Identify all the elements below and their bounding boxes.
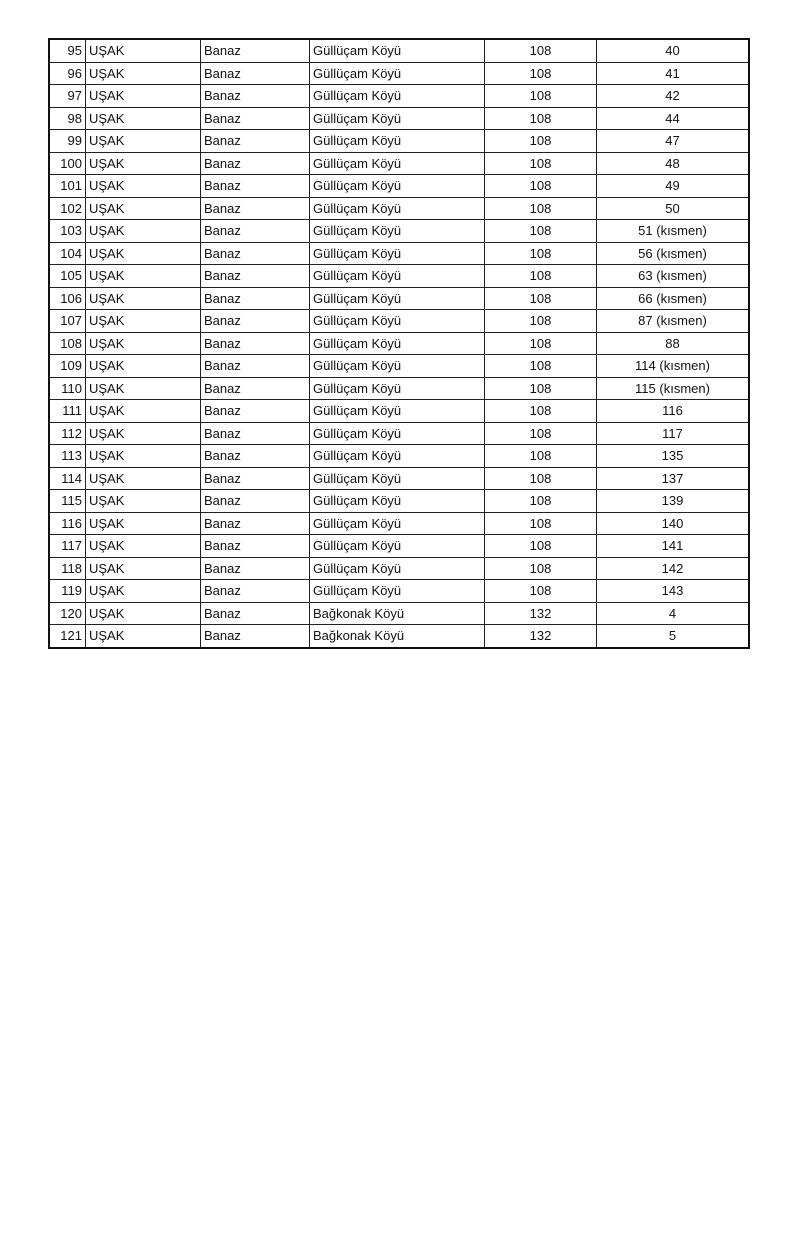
- parcel-cell: 5: [597, 625, 750, 648]
- district-cell: Banaz: [201, 242, 310, 265]
- row-number-cell: 104: [49, 242, 86, 265]
- block-cell: 108: [485, 85, 597, 108]
- village-cell: Güllüçam Köyü: [310, 535, 485, 558]
- district-cell: Banaz: [201, 220, 310, 243]
- table-row: [49, 445, 749, 468]
- district-cell: Banaz: [201, 107, 310, 130]
- district-cell: Banaz: [201, 490, 310, 513]
- row-number-cell: 121: [49, 625, 86, 648]
- table-row: [49, 265, 749, 288]
- row-number-cell: 105: [49, 265, 86, 288]
- province-cell: UŞAK: [86, 175, 201, 198]
- village-cell: Güllüçam Köyü: [310, 580, 485, 603]
- district-cell: Banaz: [201, 467, 310, 490]
- block-cell: 108: [485, 490, 597, 513]
- row-number-cell: 113: [49, 445, 86, 468]
- row-number-cell: 111: [49, 400, 86, 423]
- parcel-cell: 63 (kısmen): [597, 265, 750, 288]
- province-cell: UŞAK: [86, 265, 201, 288]
- village-cell: Güllüçam Köyü: [310, 332, 485, 355]
- province-cell: UŞAK: [86, 220, 201, 243]
- parcel-cell: 41: [597, 62, 750, 85]
- block-cell: 108: [485, 535, 597, 558]
- table-row: [49, 400, 749, 423]
- district-cell: Banaz: [201, 310, 310, 333]
- province-cell: UŞAK: [86, 490, 201, 513]
- row-number-cell: 115: [49, 490, 86, 513]
- table-row: [49, 62, 749, 85]
- parcel-cell: 56 (kısmen): [597, 242, 750, 265]
- district-cell: Banaz: [201, 197, 310, 220]
- block-cell: 108: [485, 152, 597, 175]
- parcel-table-body: [49, 39, 749, 648]
- row-number-cell: 100: [49, 152, 86, 175]
- table-row: [49, 422, 749, 445]
- district-cell: Banaz: [201, 377, 310, 400]
- table-row: [49, 355, 749, 378]
- table-row: [49, 580, 749, 603]
- row-number-cell: 99: [49, 130, 86, 153]
- province-cell: UŞAK: [86, 197, 201, 220]
- parcel-table: [48, 38, 750, 649]
- village-cell: Güllüçam Köyü: [310, 512, 485, 535]
- table-row: [49, 310, 749, 333]
- row-number-cell: 101: [49, 175, 86, 198]
- row-number-cell: 114: [49, 467, 86, 490]
- block-cell: 108: [485, 467, 597, 490]
- block-cell: 108: [485, 332, 597, 355]
- block-cell: 108: [485, 242, 597, 265]
- parcel-cell: 51 (kısmen): [597, 220, 750, 243]
- district-cell: Banaz: [201, 130, 310, 153]
- village-cell: Güllüçam Köyü: [310, 467, 485, 490]
- parcel-cell: 135: [597, 445, 750, 468]
- parcel-cell: 87 (kısmen): [597, 310, 750, 333]
- province-cell: UŞAK: [86, 400, 201, 423]
- block-cell: 108: [485, 422, 597, 445]
- block-cell: 108: [485, 310, 597, 333]
- parcel-cell: 88: [597, 332, 750, 355]
- parcel-cell: 141: [597, 535, 750, 558]
- row-number-cell: 119: [49, 580, 86, 603]
- village-cell: Güllüçam Köyü: [310, 85, 485, 108]
- parcel-cell: 49: [597, 175, 750, 198]
- table-row: [49, 332, 749, 355]
- district-cell: Banaz: [201, 445, 310, 468]
- district-cell: Banaz: [201, 580, 310, 603]
- block-cell: 108: [485, 512, 597, 535]
- district-cell: Banaz: [201, 625, 310, 648]
- parcel-cell: 47: [597, 130, 750, 153]
- block-cell: 108: [485, 287, 597, 310]
- district-cell: Banaz: [201, 62, 310, 85]
- row-number-cell: 96: [49, 62, 86, 85]
- village-cell: Güllüçam Köyü: [310, 400, 485, 423]
- district-cell: Banaz: [201, 332, 310, 355]
- row-number-cell: 97: [49, 85, 86, 108]
- block-cell: 108: [485, 580, 597, 603]
- village-cell: Güllüçam Köyü: [310, 445, 485, 468]
- block-cell: 132: [485, 625, 597, 648]
- province-cell: UŞAK: [86, 602, 201, 625]
- village-cell: Güllüçam Köyü: [310, 265, 485, 288]
- block-cell: 132: [485, 602, 597, 625]
- district-cell: Banaz: [201, 557, 310, 580]
- block-cell: 108: [485, 355, 597, 378]
- row-number-cell: 102: [49, 197, 86, 220]
- district-cell: Banaz: [201, 265, 310, 288]
- district-cell: Banaz: [201, 422, 310, 445]
- province-cell: UŞAK: [86, 557, 201, 580]
- table-row: [49, 107, 749, 130]
- parcel-cell: 116: [597, 400, 750, 423]
- table-row: [49, 467, 749, 490]
- table-row: [49, 39, 749, 62]
- row-number-cell: 108: [49, 332, 86, 355]
- province-cell: UŞAK: [86, 310, 201, 333]
- province-cell: UŞAK: [86, 85, 201, 108]
- row-number-cell: 107: [49, 310, 86, 333]
- district-cell: Banaz: [201, 152, 310, 175]
- province-cell: UŞAK: [86, 422, 201, 445]
- table-row: [49, 377, 749, 400]
- block-cell: 108: [485, 107, 597, 130]
- parcel-cell: 137: [597, 467, 750, 490]
- village-cell: Güllüçam Köyü: [310, 490, 485, 513]
- table-row: [49, 85, 749, 108]
- province-cell: UŞAK: [86, 512, 201, 535]
- row-number-cell: 98: [49, 107, 86, 130]
- table-row: [49, 535, 749, 558]
- province-cell: UŞAK: [86, 62, 201, 85]
- table-row: [49, 490, 749, 513]
- parcel-cell: 4: [597, 602, 750, 625]
- row-number-cell: 118: [49, 557, 86, 580]
- block-cell: 108: [485, 265, 597, 288]
- table-row: [49, 130, 749, 153]
- district-cell: Banaz: [201, 175, 310, 198]
- table-row: [49, 175, 749, 198]
- district-cell: Banaz: [201, 355, 310, 378]
- block-cell: 108: [485, 220, 597, 243]
- village-cell: Güllüçam Köyü: [310, 107, 485, 130]
- parcel-cell: 50: [597, 197, 750, 220]
- parcel-cell: 44: [597, 107, 750, 130]
- row-number-cell: 112: [49, 422, 86, 445]
- block-cell: 108: [485, 130, 597, 153]
- parcel-cell: 142: [597, 557, 750, 580]
- block-cell: 108: [485, 557, 597, 580]
- table-row: [49, 512, 749, 535]
- parcel-cell: 114 (kısmen): [597, 355, 750, 378]
- row-number-cell: 106: [49, 287, 86, 310]
- block-cell: 108: [485, 62, 597, 85]
- province-cell: UŞAK: [86, 107, 201, 130]
- block-cell: 108: [485, 377, 597, 400]
- province-cell: UŞAK: [86, 377, 201, 400]
- row-number-cell: 109: [49, 355, 86, 378]
- village-cell: Güllüçam Köyü: [310, 39, 485, 62]
- block-cell: 108: [485, 197, 597, 220]
- block-cell: 108: [485, 400, 597, 423]
- province-cell: UŞAK: [86, 625, 201, 648]
- village-cell: Güllüçam Köyü: [310, 377, 485, 400]
- village-cell: Güllüçam Köyü: [310, 310, 485, 333]
- parcel-cell: 40: [597, 39, 750, 62]
- parcel-cell: 115 (kısmen): [597, 377, 750, 400]
- table-row: [49, 152, 749, 175]
- table-row: [49, 602, 749, 625]
- block-cell: 108: [485, 39, 597, 62]
- block-cell: 108: [485, 175, 597, 198]
- district-cell: Banaz: [201, 512, 310, 535]
- district-cell: Banaz: [201, 287, 310, 310]
- table-row: [49, 625, 749, 648]
- district-cell: Banaz: [201, 602, 310, 625]
- province-cell: UŞAK: [86, 152, 201, 175]
- village-cell: Güllüçam Köyü: [310, 197, 485, 220]
- row-number-cell: 116: [49, 512, 86, 535]
- table-row: [49, 242, 749, 265]
- table-row: [49, 197, 749, 220]
- village-cell: Güllüçam Köyü: [310, 175, 485, 198]
- province-cell: UŞAK: [86, 332, 201, 355]
- table-row: [49, 287, 749, 310]
- village-cell: Güllüçam Köyü: [310, 62, 485, 85]
- district-cell: Banaz: [201, 39, 310, 62]
- row-number-cell: 95: [49, 39, 86, 62]
- village-cell: Güllüçam Köyü: [310, 242, 485, 265]
- parcel-cell: 66 (kısmen): [597, 287, 750, 310]
- village-cell: Güllüçam Köyü: [310, 287, 485, 310]
- row-number-cell: 103: [49, 220, 86, 243]
- table-row: [49, 557, 749, 580]
- province-cell: UŞAK: [86, 39, 201, 62]
- parcel-cell: 139: [597, 490, 750, 513]
- province-cell: UŞAK: [86, 467, 201, 490]
- parcel-cell: 48: [597, 152, 750, 175]
- parcel-cell: 140: [597, 512, 750, 535]
- province-cell: UŞAK: [86, 580, 201, 603]
- province-cell: UŞAK: [86, 242, 201, 265]
- village-cell: Güllüçam Köyü: [310, 152, 485, 175]
- parcel-cell: 42: [597, 85, 750, 108]
- district-cell: Banaz: [201, 85, 310, 108]
- province-cell: UŞAK: [86, 287, 201, 310]
- block-cell: 108: [485, 445, 597, 468]
- village-cell: Güllüçam Köyü: [310, 355, 485, 378]
- province-cell: UŞAK: [86, 535, 201, 558]
- district-cell: Banaz: [201, 400, 310, 423]
- province-cell: UŞAK: [86, 130, 201, 153]
- village-cell: Güllüçam Köyü: [310, 557, 485, 580]
- village-cell: Bağkonak Köyü: [310, 625, 485, 648]
- row-number-cell: 120: [49, 602, 86, 625]
- district-cell: Banaz: [201, 535, 310, 558]
- province-cell: UŞAK: [86, 445, 201, 468]
- row-number-cell: 110: [49, 377, 86, 400]
- province-cell: UŞAK: [86, 355, 201, 378]
- parcel-cell: 143: [597, 580, 750, 603]
- table-row: [49, 220, 749, 243]
- row-number-cell: 117: [49, 535, 86, 558]
- parcel-cell: 117: [597, 422, 750, 445]
- village-cell: Güllüçam Köyü: [310, 220, 485, 243]
- village-cell: Güllüçam Köyü: [310, 130, 485, 153]
- village-cell: Bağkonak Köyü: [310, 602, 485, 625]
- village-cell: Güllüçam Köyü: [310, 422, 485, 445]
